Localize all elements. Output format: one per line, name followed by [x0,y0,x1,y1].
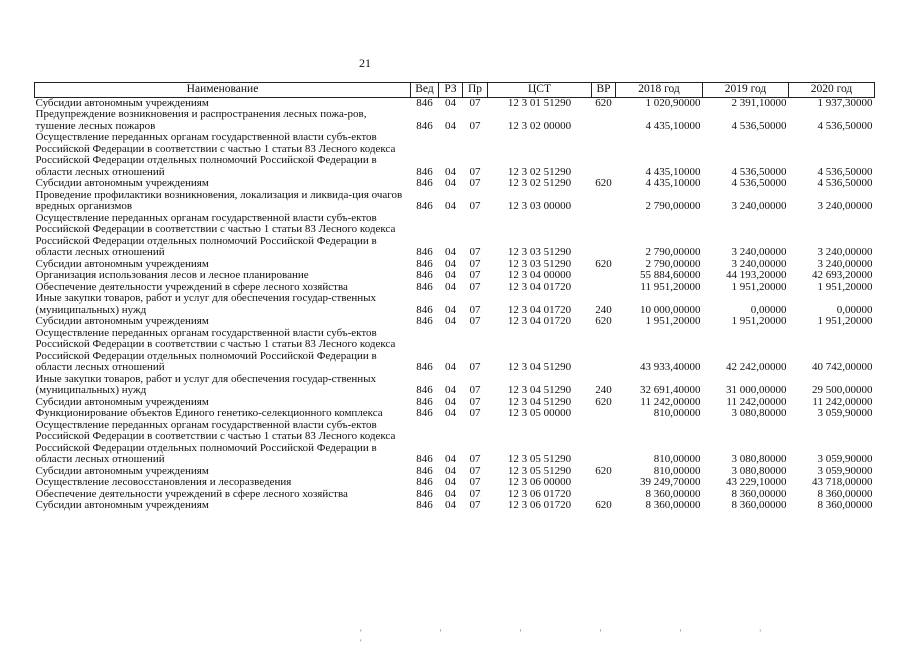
row-2020: 3 059,90000 [817,453,873,465]
header-2019: 2019 год [703,83,789,98]
header-2018: 2018 год [616,83,703,98]
row-name: Субсидии автономным учреждениям [35,464,209,477]
header-pr: Пр [463,83,488,98]
row-2019: 11 242,00000 [726,395,787,408]
row-2020: 4 536,50000 [817,177,873,189]
row-2018: 810,00000 [653,407,701,419]
row-cst: 12 3 04 51290 [507,384,572,396]
row-pr: 07 [469,303,481,316]
row-vr [592,282,616,294]
row-2019: 3 080,80000 [731,464,787,477]
budget-table [34,82,875,512]
row-name: Осуществление переданных органам государственной власти субъ-ектов Российской Федерации в соответствии с частью 1 статьи 83 Лесного кодекса Российской Федерации отдельных полномочий Российской Федерации в области лесных отношений [35,211,396,258]
row-name: Осуществление переданных органам государственной власти субъ-ектов Российской Федерации в соответствии с частью 1 статьи 83 Лесного кодекса Российской Федерации отдельных полномочий Российской Федерации в области лесных отношений [35,418,396,465]
row-name: Субсидии автономным учреждениям [35,395,209,408]
table-row [35,316,875,328]
row-2018: 2 790,00000 [645,200,701,212]
row-rz: 04 [445,499,456,511]
row-ved: 846 [416,499,433,511]
row-name: Предупреждение возникновения и распространения лесных пожа-ров, тушение лесных пожаров [35,108,367,132]
row-name: Иные закупки товаров, работ и услуг для обеспечения государ-ственных (муниципальных) нужд [35,372,377,396]
row-vr [592,190,616,213]
row-name: Функционирование объектов Единого генетико-селекционного комплекса [35,407,383,419]
row-2020: 1 937,30000 [817,96,873,109]
table-row [35,500,875,512]
row-2020: 3 240,00000 [817,246,873,258]
row-2020: 11 242,00000 [812,395,873,408]
row-name: Осуществление переданных органам государственной власти субъ-ектов Российской Федерации в соответствии с частью 1 статьи 83 Лесного кодекса Российской Федерации отдельных полномочий Российской Федерации в области лесных отношений [35,131,396,178]
table-row [35,213,875,259]
header-cst: ЦСТ [488,83,592,98]
table-row [35,408,875,420]
row-ved: 846 [416,464,433,477]
row-pr: 07 [469,487,481,500]
row-pr: 07 [469,476,481,488]
table-header-row [35,83,875,98]
row-ved: 846 [416,257,433,270]
row-ved: 846 [416,165,433,178]
header-ved: Вед [411,83,439,98]
row-name: Обеспечение деятельности учреждений в сфере лесного хозяйства [35,280,348,293]
row-ved: 846 [416,315,433,327]
page-number: 21 [359,56,371,70]
row-2020: 3 059,90000 [817,407,873,419]
row-vr [592,132,616,178]
row-pr: 07 [469,464,481,477]
row-rz: 04 [445,384,456,396]
row-ved: 846 [416,384,433,396]
row-ved: 846 [416,395,433,408]
row-vr [592,477,616,489]
row-pr: 07 [469,361,481,373]
row-2020: 1 951,20000 [817,280,873,293]
row-2019: 43 229,10000 [726,476,787,488]
header-rz: РЗ [439,83,463,98]
row-rz: 04 [445,361,456,373]
row-2019: 0,00000 [750,303,787,316]
row-ved: 846 [416,407,433,419]
row-2020: 1 951,20000 [817,315,873,327]
row-cst: 12 3 01 51290 [507,96,572,109]
row-rz: 04 [445,487,456,500]
row-ved: 846 [416,246,433,258]
row-2018: 43 933,40000 [640,361,701,373]
row-2018: 810,00000 [653,464,701,477]
table-row [35,420,875,466]
row-pr: 07 [469,395,481,408]
row-name: Субсидии автономным учреждениям [35,315,209,327]
row-name: Субсидии автономным учреждениям [35,499,209,511]
row-name: Иные закупки товаров, работ и услуг для обеспечения государ-ственных (муниципальных) нужд [35,292,377,316]
table-row [35,328,875,374]
table-row [35,270,875,282]
row-cst: 12 3 05 51290 [507,464,572,477]
row-2018: 39 249,70000 [640,476,701,488]
row-2020: 29 500,00000 [812,384,873,396]
row-2019: 8 360,00000 [731,499,787,511]
row-2018: 1 951,20000 [645,315,701,327]
row-2020: 8 360,00000 [817,499,873,511]
row-cst: 12 3 03 00000 [507,200,572,212]
row-name: Организация использования лесов и лесное планирование [35,269,309,281]
header-name: Наименование [35,83,411,98]
row-cst: 12 3 04 51290 [507,395,572,408]
table-row [35,477,875,489]
row-rz: 04 [445,119,456,132]
row-2019: 3 240,00000 [731,246,787,258]
row-2019: 4 536,50000 [731,165,787,178]
row-2018: 11 242,00000 [640,395,701,408]
header-2020: 2020 год [789,83,875,98]
row-2020: 40 742,00000 [812,361,873,373]
row-rz: 04 [445,269,456,281]
row-2020: 4 536,50000 [817,165,873,178]
row-2019: 31 000,00000 [726,384,787,396]
row-rz: 04 [445,165,456,178]
row-2019: 1 951,20000 [731,315,787,327]
row-vr: 620 [595,499,612,511]
row-cst: 12 3 02 51290 [507,165,572,178]
row-2019: 1 951,20000 [731,280,787,293]
row-cst: 12 3 06 00000 [507,476,572,488]
row-2019: 8 360,00000 [731,487,787,500]
row-pr: 07 [469,407,481,419]
row-ved: 846 [416,119,433,132]
row-rz: 04 [445,464,456,477]
row-vr: 240 [595,384,612,396]
row-rz: 04 [445,453,456,465]
row-vr: 240 [595,303,612,316]
row-2019: 42 242,00000 [726,361,787,373]
table-body [35,97,875,512]
row-pr: 07 [469,315,481,327]
row-2020: 3 059,90000 [817,464,873,477]
row-2020: 4 536,50000 [817,119,873,132]
row-ved: 846 [416,361,433,373]
row-2019: 3 080,80000 [731,407,787,419]
row-2020: 0,00000 [836,303,873,316]
row-pr: 07 [469,165,481,178]
row-vr: 620 [595,96,612,109]
row-pr: 07 [469,384,481,396]
row-pr: 07 [469,269,481,281]
row-name: Субсидии автономным учреждениям [35,257,209,270]
row-vr: 620 [595,257,612,270]
row-2018: 55 884,60000 [640,269,701,281]
row-2020: 42 693,20000 [812,269,873,281]
row-ved: 846 [416,96,433,109]
row-name: Осуществление лесовосстановления и лесоразведения [35,476,292,488]
row-pr: 07 [469,453,481,465]
row-2018: 10 000,00000 [640,303,701,316]
row-2018: 1 020,90000 [645,96,701,109]
row-vr [592,270,616,282]
row-2019: 2 391,10000 [731,96,787,109]
row-pr: 07 [469,200,481,212]
row-name: Субсидии автономным учреждениям [35,177,209,189]
row-2018: 4 435,10000 [645,119,701,132]
row-cst: 12 3 04 01720 [507,280,572,293]
row-vr [592,420,616,466]
row-vr [592,109,616,132]
row-cst: 12 3 04 01720 [507,315,572,327]
row-cst: 12 3 04 01720 [507,303,572,316]
row-2020: 3 240,00000 [817,257,873,270]
row-vr: 620 [595,177,612,189]
row-2019: 44 193,20000 [726,269,787,281]
row-ved: 846 [416,269,433,281]
row-2018: 2 790,00000 [645,246,701,258]
row-ved: 846 [416,453,433,465]
row-pr: 07 [469,119,481,132]
header-vr: ВР [592,83,616,98]
row-2020: 43 718,00000 [812,476,873,488]
row-rz: 04 [445,315,456,327]
row-ved: 846 [416,200,433,212]
row-ved: 846 [416,303,433,316]
row-rz: 04 [445,280,456,293]
row-vr [592,213,616,259]
row-2019: 4 536,50000 [731,177,787,189]
row-vr: 620 [595,395,612,408]
row-cst: 12 3 02 51290 [507,177,572,189]
row-rz: 04 [445,177,456,189]
row-cst: 12 3 03 51290 [507,257,572,270]
row-ved: 846 [416,177,433,189]
row-vr: 620 [595,464,612,477]
row-2020: 3 240,00000 [817,200,873,212]
row-pr: 07 [469,246,481,258]
row-pr: 07 [469,280,481,293]
row-2018: 11 951,20000 [640,280,701,293]
table-row [35,374,875,397]
row-rz: 04 [445,96,456,109]
row-rz: 04 [445,200,456,212]
row-2019: 3 080,80000 [731,453,787,465]
row-cst: 12 3 06 01720 [507,487,572,500]
row-ved: 846 [416,280,433,293]
row-cst: 12 3 04 51290 [507,361,572,373]
row-pr: 07 [469,177,481,189]
row-rz: 04 [445,303,456,316]
table-row [35,190,875,213]
row-cst: 12 3 03 51290 [507,246,572,258]
scan-artifact-marks: ' ' ' ' ' ' ' [360,628,799,648]
row-ved: 846 [416,476,433,488]
row-vr [592,328,616,374]
row-vr [592,408,616,420]
row-2018: 8 360,00000 [645,499,701,511]
row-name: Субсидии автономным учреждениям [35,96,209,109]
row-rz: 04 [445,246,456,258]
row-name: Осуществление переданных органам государственной власти субъ-ектов Российской Федерации в соответствии с частью 1 статьи 83 Лесного кодекса Российской Федерации отдельных полномочий Российской Федерации в области лесных отношений [35,326,396,373]
row-cst: 12 3 05 51290 [507,453,572,465]
row-2018: 810,00000 [653,453,701,465]
row-pr: 07 [469,96,481,109]
row-2018: 4 435,10000 [645,177,701,189]
row-2019: 4 536,50000 [731,119,787,132]
row-ved: 846 [416,487,433,500]
row-pr: 07 [469,499,481,511]
row-cst: 12 3 04 00000 [507,269,572,281]
row-cst: 12 3 02 00000 [507,119,572,132]
row-2019: 3 240,00000 [731,200,787,212]
row-2020: 8 360,00000 [817,487,873,500]
row-rz: 04 [445,257,456,270]
row-cst: 12 3 05 00000 [507,407,572,419]
table-row [35,178,875,190]
row-rz: 04 [445,407,456,419]
row-2018: 2 790,00000 [645,257,701,270]
row-rz: 04 [445,476,456,488]
row-cst: 12 3 06 01720 [507,499,572,511]
table-row [35,109,875,132]
row-name: Проведение профилактики возникновения, локализация и ликвида-ция очагов вредных организмов [35,188,403,212]
row-pr: 07 [469,257,481,270]
row-2018: 8 360,00000 [645,487,701,500]
row-vr: 620 [595,315,612,327]
row-2019: 3 240,00000 [731,257,787,270]
table-row [35,132,875,178]
row-name: Обеспечение деятельности учреждений в сфере лесного хозяйства [35,487,348,500]
row-2018: 32 691,40000 [640,384,701,396]
row-rz: 04 [445,395,456,408]
table-row [35,293,875,316]
row-2018: 4 435,10000 [645,165,701,178]
